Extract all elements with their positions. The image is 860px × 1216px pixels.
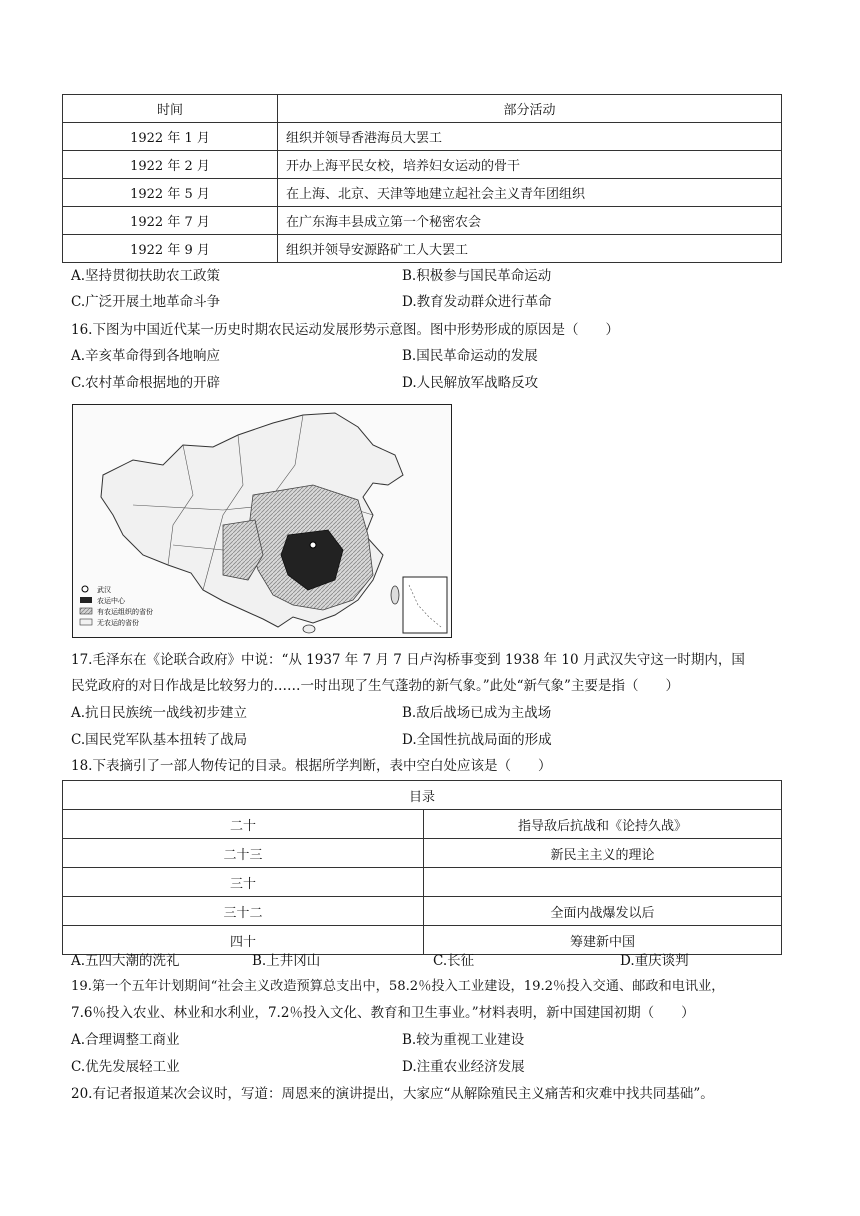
chapter-number: 二十三 <box>63 839 424 868</box>
q18-stem: 18.下表摘引了一部人物传记的目录。根据所学判断，表中空白处应该是（ ） <box>71 758 552 774</box>
activity-cell: 组织并领导安源路矿工人大罢工 <box>278 235 782 263</box>
table-title-row <box>63 781 782 810</box>
q17-option-a[interactable]: A.抗日民族统一战线初步建立 <box>71 705 248 721</box>
chapter-number: 四十 <box>63 926 424 955</box>
table-row <box>63 810 782 839</box>
q17-stem-line2: 民党政府的对日作战是比较努力的……一时出现了生气蓬勃的新气象。”此处“新气象”主要是指（ ） <box>71 678 679 694</box>
activity-cell: 开办上海平民女校，培养妇女运动的骨干 <box>278 151 782 179</box>
q16-option-c[interactable]: C.农村革命根据地的开辟 <box>71 375 221 391</box>
activity-cell: 组织并领导香港海员大罢工 <box>278 123 782 151</box>
q15-option-d[interactable]: D.教育发动群众进行革命 <box>402 294 552 310</box>
q19-option-b[interactable]: B.较为重视工业建设 <box>402 1032 525 1048</box>
q19-option-d[interactable]: D.注重农业经济发展 <box>402 1059 525 1075</box>
q18-option-d[interactable]: D.重庆谈判 <box>620 953 689 969</box>
table-row <box>63 235 782 263</box>
q15-option-c[interactable]: C.广泛开展土地革命斗争 <box>71 294 221 310</box>
q15-option-b[interactable]: B.积极参与国民革命运动 <box>402 268 552 284</box>
chapter-title: 筹建新中国 <box>424 926 782 955</box>
legend-organized: 有农运组织的省份 <box>97 608 153 616</box>
activity-cell: 在上海、北京、天津等地建立起社会主义青年团组织 <box>278 179 782 207</box>
table-row <box>63 179 782 207</box>
q16-option-a[interactable]: A.辛亥革命得到各地响应 <box>71 348 221 364</box>
q18-option-c[interactable]: C.长征 <box>433 953 475 969</box>
table-header-row <box>63 95 782 123</box>
q16-option-d[interactable]: D.人民解放军战略反攻 <box>402 375 539 391</box>
q18-option-b[interactable]: B.上井冈山 <box>252 953 321 969</box>
chapter-title: 全面内战爆发以后 <box>424 897 782 926</box>
table-row <box>63 207 782 235</box>
q15-option-a[interactable]: A.坚持贯彻扶助农工政策 <box>71 268 221 284</box>
q19-option-a[interactable]: A.合理调整工商业 <box>71 1032 180 1048</box>
q19-stem-line2: 7.6％投入农业、林业和水利业，7.2％投入文化、教育和卫生事业。”材料表明，新中国建国初期（ ） <box>71 1005 695 1021</box>
q20-stem: 20.有记者报道某次会议时，写道：周恩来的演讲提出，大家应“从解除殖民主义痛苦和灾难中找共同基础”。 <box>71 1086 714 1102</box>
legend-wuhan: 武汉 <box>97 586 111 594</box>
time-cell: 1922 年 2 月 <box>63 151 278 179</box>
table-row <box>63 839 782 868</box>
legend-center: 农运中心 <box>97 597 125 605</box>
q19-option-c[interactable]: C.优先发展轻工业 <box>71 1059 180 1075</box>
q17-option-b[interactable]: B.敌后战场已成为主战场 <box>402 705 552 721</box>
time-cell: 1922 年 9 月 <box>63 235 278 263</box>
chapter-number: 三十 <box>63 868 424 897</box>
q17-stem-line1: 17.毛泽东在《论联合政府》中说：“从 1937 年 7 月 7 日卢沟桥事变到 1938 年 10 月武汉失守这一时期内，国 <box>71 652 745 668</box>
chapter-title: 指导敌后抗战和《论持久战》 <box>424 810 782 839</box>
legend-none: 无农运的省份 <box>97 619 139 627</box>
q19-stem-line1: 19.第一个五年计划期间“社会主义改造预算总支出中，58.2％投入工业建设，19.2％投入交通、邮政和电讯业， <box>71 979 725 994</box>
table-row <box>63 868 782 897</box>
contents-title: 目录 <box>63 781 782 810</box>
time-cell: 1922 年 1 月 <box>63 123 278 151</box>
peasant-movement-map <box>72 404 452 638</box>
china-map-graphic <box>73 405 451 637</box>
activity-cell: 在广东海丰县成立第一个秘密农会 <box>278 207 782 235</box>
chapter-number: 三十二 <box>63 897 424 926</box>
q16-stem: 16.下图为中国近代某一历史时期农民运动发展形势示意图。图中形势形成的原因是（ ） <box>71 322 619 338</box>
q17-option-c[interactable]: C.国民党军队基本扭转了战局 <box>71 732 248 748</box>
q16-option-b[interactable]: B.国民革命运动的发展 <box>402 348 538 364</box>
time-cell: 1922 年 5 月 <box>63 179 278 207</box>
time-cell: 1922 年 7 月 <box>63 207 278 235</box>
chapter-title: 新民主主义的理论 <box>424 839 782 868</box>
chapter-title-blank <box>424 868 782 897</box>
q18-option-a[interactable]: A.五四大潮的洗礼 <box>71 953 180 969</box>
biography-contents-table <box>62 780 782 955</box>
chapter-number: 二十 <box>63 810 424 839</box>
table-row <box>63 123 782 151</box>
q17-option-d[interactable]: D.全国性抗战局面的形成 <box>402 732 552 748</box>
header-time: 时间 <box>63 95 278 123</box>
header-activities: 部分活动 <box>278 95 782 123</box>
table-row <box>63 897 782 926</box>
map-legend <box>80 585 153 627</box>
south-sea-inset <box>403 577 447 633</box>
activities-table <box>62 94 782 263</box>
table-row <box>63 151 782 179</box>
wuhan-marker <box>310 542 316 548</box>
